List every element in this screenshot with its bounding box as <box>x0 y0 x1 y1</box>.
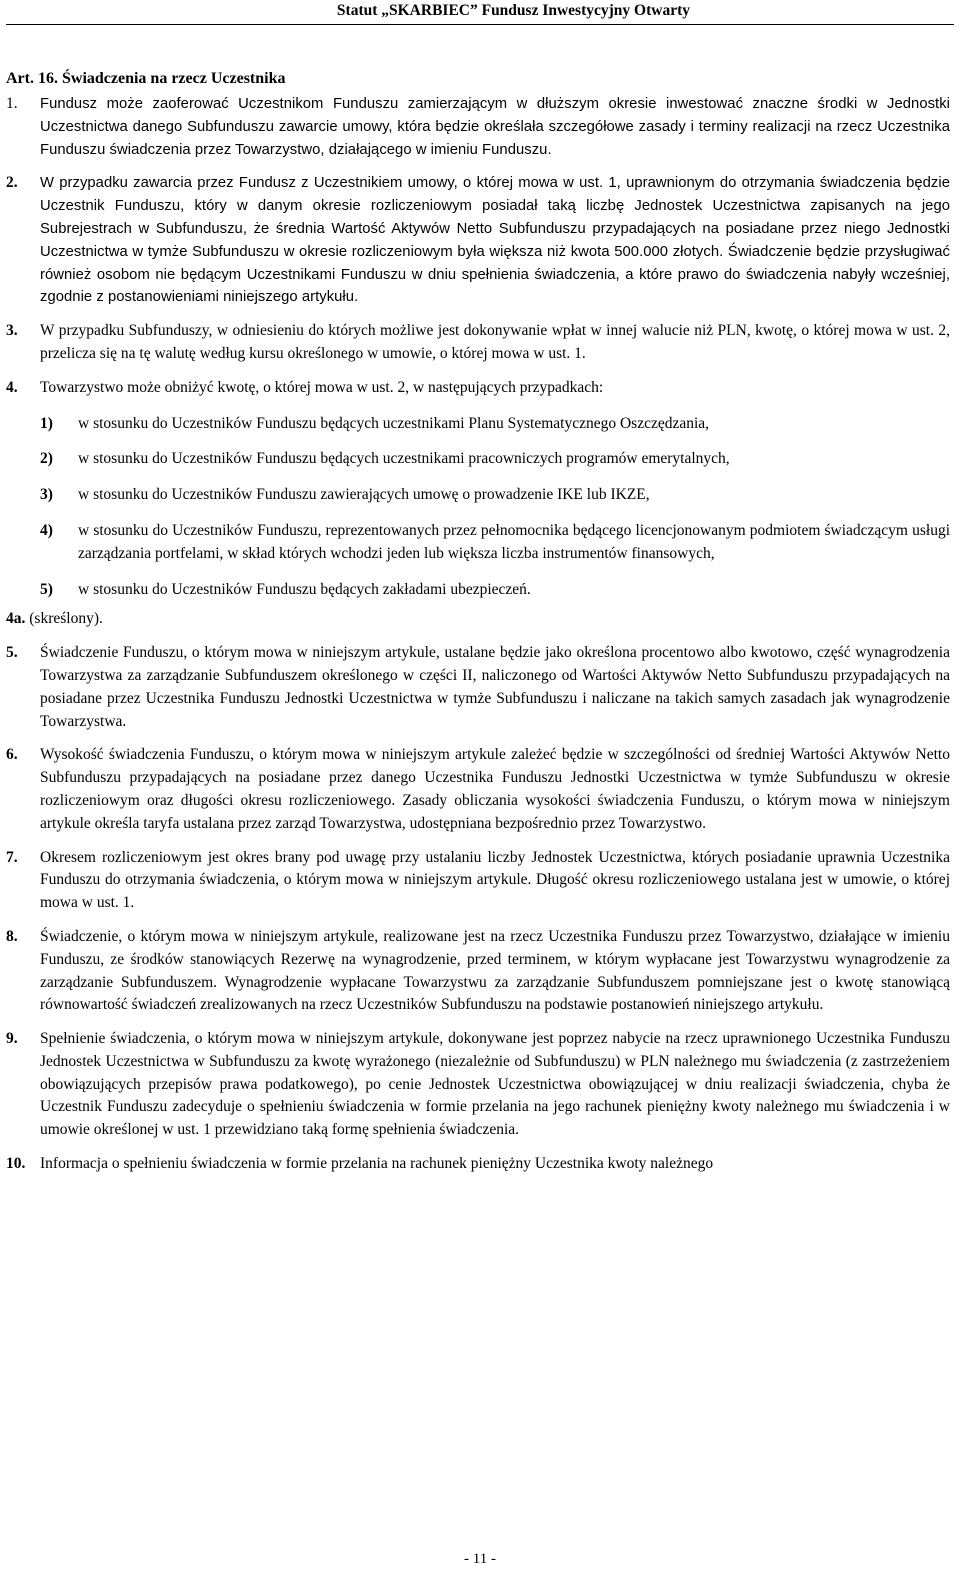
paragraph-1 <box>6 93 950 161</box>
paragraph-text: (skreślony). <box>29 610 103 628</box>
paragraph-4 <box>6 377 950 400</box>
paragraph-number: 10. <box>6 1155 26 1173</box>
paragraph-number: 1. <box>6 95 18 112</box>
paragraph-text: W przypadku Subfunduszy, w odniesieniu do których możliwe jest dokonywanie wpłat w innej walucie niż PLN, kwotę, o której mowa w ust. 2, przelicza się na tę walutę według kursu określonego w umowie, o której mowa w ust. 1. <box>40 322 950 362</box>
paragraph-4-list <box>40 413 950 602</box>
list-item <box>40 484 950 507</box>
list-item <box>40 520 950 566</box>
list-item-number: 5) <box>40 580 53 598</box>
paragraph-number: 9. <box>6 1030 18 1048</box>
paragraph-text: Spełnienie świadczenia, o którym mowa w niniejszym artykule, dokonywane jest poprzez nabycie na rzecz uprawnionego Uczestnika Funduszu Jednostek Uczestnictwa w Subfunduszu za kwotę wyrażonego (niezależnie od Subfunduszu) w PLN należnego mu świadczenia (z zastrzeżeniem obowiązujących przepisów prawa podatkowego), po cenie Jednostek Uczestnictwa obowiązującej w dniu realizacji świadczenia, chyba że Uczestnik Funduszu zadecyduje o spełnieniu świadczenia w formie przelania na jego rachunek pieniężny kwoty należnego mu świadczenia i w umowie określonej w ust. 1 przewidziano taką formę spełnienia świadczenia. <box>40 1030 950 1139</box>
paragraph-2 <box>6 172 950 309</box>
list-item <box>40 579 950 602</box>
paragraph-number: 4a. <box>6 610 26 628</box>
list-item-text: w stosunku do Uczestników Funduszu, reprezentowanych przez pełnomocnika będącego licencjonowanym podmiotem świadczącym usługi zarządzania portfelami, w skład których wchodzi jeden lub większa liczba instrumentów finansowych, <box>78 521 950 562</box>
paragraph-8 <box>6 926 950 1017</box>
paragraph-number: 8. <box>6 927 18 945</box>
list-item-text: w stosunku do Uczestników Funduszu będących uczestnikami Planu Systematycznego Oszczędzania, <box>78 414 710 432</box>
paragraph-text: W przypadku zawarcia przez Fundusz z Uczestnikiem umowy, o której mowa w ust. 1, uprawnionym do otrzymania świadczenia będzie Uczestnik Funduszu, który w danym okresie rozliczeniowym posiadał taką liczbę Jednostek Uczestnictwa zapisanych na jego Subrejestrach w Subfunduszu, że średnia Wartość Aktywów Netto Subfunduszu przypadających na posiadane przez niego Jednostki Uczestnictwa w tymże Subfunduszu w okresie rozliczeniowym była większa niż kwota 500.000 złotych. Świadczenie będzie przysługiwać również osobom nie będącym Uczestnikami Funduszu w dniu spełnienia świadczenia, a które prawo do świadczenia nabyły wcześniej, zgodnie z postanowieniami niniejszego artykułu. <box>40 175 950 306</box>
paragraph-text: Wysokość świadczenia Funduszu, o którym mowa w niniejszym artykule zależeć będzie w szczególności od średniej Wartości Aktywów Netto Subfunduszu przypadających na posiadane przez danego Uczestnika Funduszu Jednostki Uczestnictwa w tymże Subfunduszu w okresie rozliczeniowym oraz długości okresu rozliczeniowego. Zasady obliczania wysokości świadczenia Funduszu, o którym mowa w niniejszym artykule określa taryfa ustalana przez zarząd Towarzystwa, udostępniana bezpośrednio przez Towarzystwo. <box>40 746 950 832</box>
paragraph-9 <box>6 1028 950 1142</box>
list-item-number: 1) <box>40 414 53 432</box>
paragraph-number: 3. <box>6 322 18 340</box>
list-item-number: 4) <box>40 521 53 539</box>
list-item-text: w stosunku do Uczestników Funduszu będących zakładami ubezpieczeń. <box>78 580 531 598</box>
paragraph-6 <box>6 744 950 835</box>
list-item <box>40 413 950 436</box>
list-item-text: w stosunku do Uczestników Funduszu będących uczestnikami pracowniczych programów emerytalnych, <box>78 450 730 468</box>
list-item-text: w stosunku do Uczestników Funduszu zawierających umowę o prowadzenie IKE lub IKZE, <box>78 486 650 504</box>
document-title: Statut „SKARBIEC” Fundusz Inwestycyjny Otwarty <box>336 2 690 19</box>
paragraph-7 <box>6 847 950 915</box>
paragraph-3 <box>6 320 950 366</box>
header-divider <box>6 24 954 25</box>
paragraph-number: 4. <box>6 378 18 396</box>
paragraph-number: 5. <box>6 644 18 662</box>
page-header <box>0 0 960 32</box>
paragraph-text: Fundusz może zaoferować Uczestnikom Funduszu zamierzającym w dłuższym okresie inwestować znaczne środki w Jednostki Uczestnictwa danego Subfunduszu zawarcie umowy, która będzie określała szczegółowe zasady i terminy realizacji na rzecz Uczestnika Funduszu świadczenia przez Towarzystwo, działającego w imieniu Funduszu. <box>40 96 950 158</box>
article-title: Art. 16. Świadczenia na rzecz Uczestnika <box>6 70 286 87</box>
paragraph-text: Świadczenie Funduszu, o którym mowa w niniejszym artykule, ustalane będzie jako określona procentowo albo kwotowo, część wynagrodzenia Towarzystwa za zarządzanie Subfunduszem określonego w części II, naliczonego od Wartości Aktywów Netto Subfunduszu przypadających na posiadane przez Uczestnika Funduszu Jednostki Uczestnictwa w tymże Subfunduszu i naliczane na takich samych zasadach jak wynagrodzenie Towarzystwa. <box>40 644 950 730</box>
paragraph-text: Towarzystwo może obniżyć kwotę, o której mowa w ust. 2, w następujących przypadkach: <box>40 378 604 396</box>
paragraph-4a <box>6 608 950 631</box>
paragraph-number: 7. <box>6 848 18 866</box>
paragraph-text: Informacja o spełnieniu świadczenia w formie przelania na rachunek pieniężny Uczestnika kwoty należnego <box>40 1155 714 1173</box>
list-item-number: 2) <box>40 450 53 468</box>
article-body <box>6 93 950 1187</box>
page-number: - 11 - <box>464 1551 496 1567</box>
paragraph-number: 2. <box>6 174 18 192</box>
paragraph-5 <box>6 642 950 733</box>
paragraph-text: Świadczenie, o którym mowa w niniejszym artykule, realizowane jest na rzecz Uczestnika Funduszu przez Towarzystwo, działające w imieniu Funduszu, ze środków stanowiących Rezerwę na wynagrodzenie, przed terminem, w którym wypłacane jest Towarzystwu wynagrodzenie za zarządzanie Subfunduszem. Wynagrodzenie wypłacane Towarzystwu za zarządzanie Subfunduszem pomniejszane jest o kwotę stanowiącą równowartość świadczeń zrealizowanych na rzecz Uczestników Subfunduszu na podstawie postanowień niniejszego artykułu. <box>40 927 950 1014</box>
list-item-number: 3) <box>40 486 53 504</box>
paragraph-text: Okresem rozliczeniowym jest okres brany pod uwagę przy ustalaniu liczby Jednostek Uczestnictwa, których posiadanie uprawnia Uczestnika Funduszu do otrzymania świadczenia, o którym mowa w niniejszym artykule. Długość okresu rozliczeniowego ustalana jest w umowie, o której mowa w ust. 1. <box>40 848 950 912</box>
paragraph-10 <box>6 1153 950 1176</box>
paragraph-number: 6. <box>6 746 18 764</box>
list-item <box>40 448 950 471</box>
